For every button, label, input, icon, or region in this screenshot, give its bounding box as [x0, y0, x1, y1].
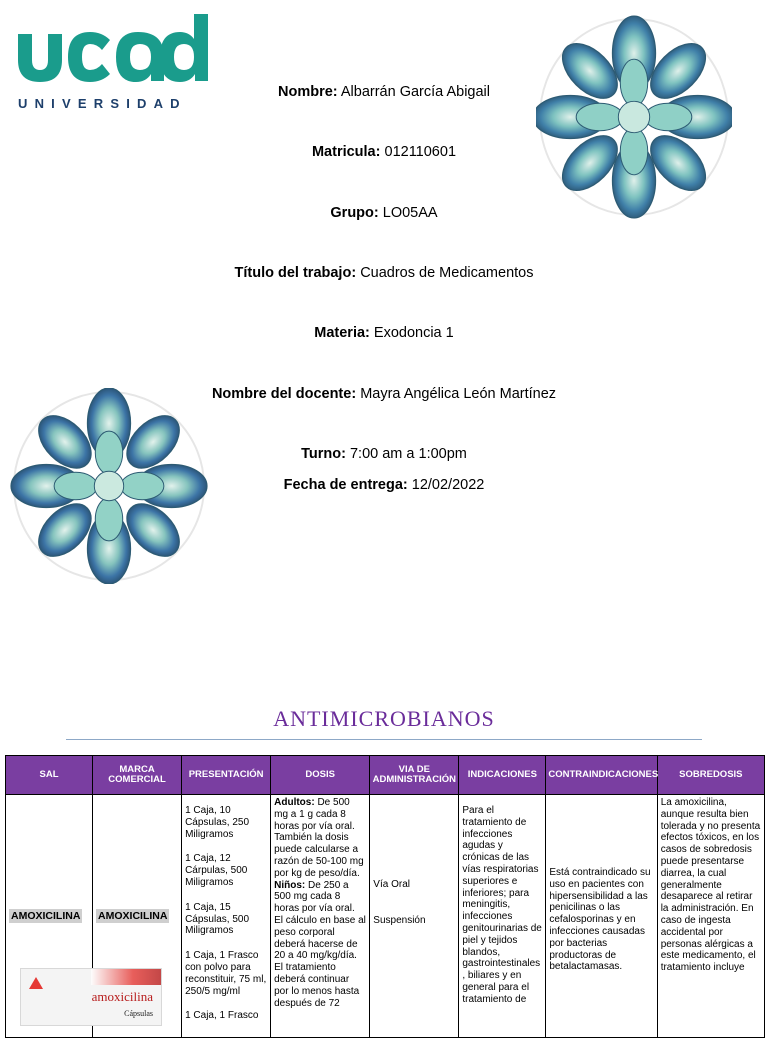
box-product-type: Cápsulas — [124, 1009, 153, 1018]
grupo-label: Grupo: — [330, 205, 379, 221]
student-name: Albarrán García Abigail — [340, 84, 490, 100]
student-name-label: Nombre: — [278, 84, 338, 100]
title-divider — [66, 739, 702, 740]
cell-via — [370, 795, 459, 1038]
materia-value: Exodoncia 1 — [373, 325, 454, 341]
titulo-value: Cuadros de Medicamentos — [360, 265, 534, 281]
dosis-adultos-label: Adultos: — [274, 797, 315, 808]
turno-value: 7:00 am a 1:00pm — [349, 446, 467, 462]
presentacion-item: 1 Caja, 1 Frasco — [185, 1010, 259, 1022]
via-suspension: Suspensión — [373, 914, 426, 926]
turno-line — [0, 445, 768, 463]
via-oral: Vía Oral — [373, 879, 410, 890]
grupo-value: LO05AA — [382, 205, 438, 221]
header-contraindicaciones: CONTRAINDICACIONES — [546, 756, 657, 795]
cell-indicaciones — [459, 795, 546, 1038]
fecha-label: Fecha de entrega: — [283, 477, 408, 493]
ucad-wordmark — [14, 10, 210, 90]
presentacion-item: 1 Caja, 1 Frasco con polvo para reconstituir, 75 ml, 250/5 mg/ml — [185, 950, 267, 997]
fecha-line — [0, 476, 768, 494]
docente-value: Mayra Angélica León Martínez — [360, 386, 557, 402]
succulent-illustration — [536, 14, 732, 220]
cell-sobredosis — [657, 795, 764, 1038]
materia-line — [0, 324, 768, 342]
header-via: VIA DE ADMINISTRACIÓN — [370, 756, 459, 795]
table-header-row — [6, 756, 765, 795]
cell-contraindicaciones — [546, 795, 657, 1038]
cell-dosis — [271, 795, 370, 1038]
fecha-value: 12/02/2022 — [411, 477, 485, 493]
materia-label: Materia: — [314, 325, 370, 341]
dosis-ninos-label: Niños: — [274, 879, 306, 891]
section-title: ANTIMICROBIANOS — [273, 706, 495, 731]
logo-subtitle: UNIVERSIDAD — [18, 96, 187, 111]
presentacion-item: 1 Caja, 12 Cárpulas, 500 Miligramos — [185, 853, 248, 888]
amoxicilina-box-image — [20, 968, 162, 1026]
turno-label: Turno: — [301, 446, 346, 462]
titulo-line — [0, 264, 768, 282]
docente-label: Nombre del docente: — [211, 386, 357, 402]
dosis-adultos: De 500 mg a 1 g cada 8 horas por vía oral. También la dosis puede calcularse a razón de 50-100 mg por kg de peso/día. — [274, 797, 364, 879]
matricula-line — [0, 143, 768, 161]
titulo-label: Título del trabajo: — [234, 265, 357, 281]
header-sobredosis: SOBREDOSIS — [657, 756, 764, 795]
presentacion-item: 1 Caja, 10 Cápsulas, 250 Miligramos — [185, 805, 250, 840]
header-marca: MARCA COMERCIAL — [93, 756, 182, 795]
header-presentacion: PRESENTACIÓN — [182, 756, 271, 795]
header-sal: SAL — [6, 756, 93, 795]
header-indicaciones: INDICACIONES — [459, 756, 546, 795]
brand-triangle-icon — [29, 977, 43, 989]
student-name-line — [0, 83, 768, 101]
box-stripe — [91, 969, 161, 985]
presentacion-item: 1 Caja, 15 Cápsulas, 500 Miligramos — [185, 901, 250, 937]
box-product-name: amoxicilina — [91, 989, 153, 1004]
sobredosis-text: La amoxicilina, aunque resulta bien tolerada y no presenta efectos tóxicos, en los casos de sobredosis puede presentarse diarrea, la cual generalmente desaparece al retirar la administración. En caso de ingesta accidental por personas alérgicas a este medicamento, el tratamiento incluye — [660, 797, 761, 974]
header-dosis: DOSIS — [271, 756, 370, 795]
dosis-ninos: De 250 a 500 mg cada 8 horas por vía oral. El cálculo en base al peso corporal deberá hacerse de 20 a 40 mg/kg/día. El tratamiento deberá continuar por lo menos hasta después de 72 — [274, 879, 366, 1009]
matricula-value: 012110601 — [384, 144, 457, 160]
matricula-label: Matricula: — [311, 144, 381, 160]
cell-presentacion — [182, 795, 271, 1038]
grupo-line — [0, 204, 768, 222]
indicaciones-text: Para el tratamiento de infecciones agudas y crónicas de las vías respiratorias superiores e inferiores; para meningitis, infecciones genitourinarias de piel y tejidos blandos, gastrointestinales, biliares y en general para el tratamiento de — [462, 805, 542, 1005]
docente-line — [0, 385, 768, 403]
contraindicaciones-text: Está contraindicado su uso en pacientes con hipersensibilidad a las penicilinas o las cefalosporinas y en infecciones causadas por bacterias productoras de betalactamasas. — [549, 867, 651, 973]
marca-name: AMOXICILINA — [98, 910, 168, 922]
sal-name: AMOXICILINA — [11, 910, 81, 922]
